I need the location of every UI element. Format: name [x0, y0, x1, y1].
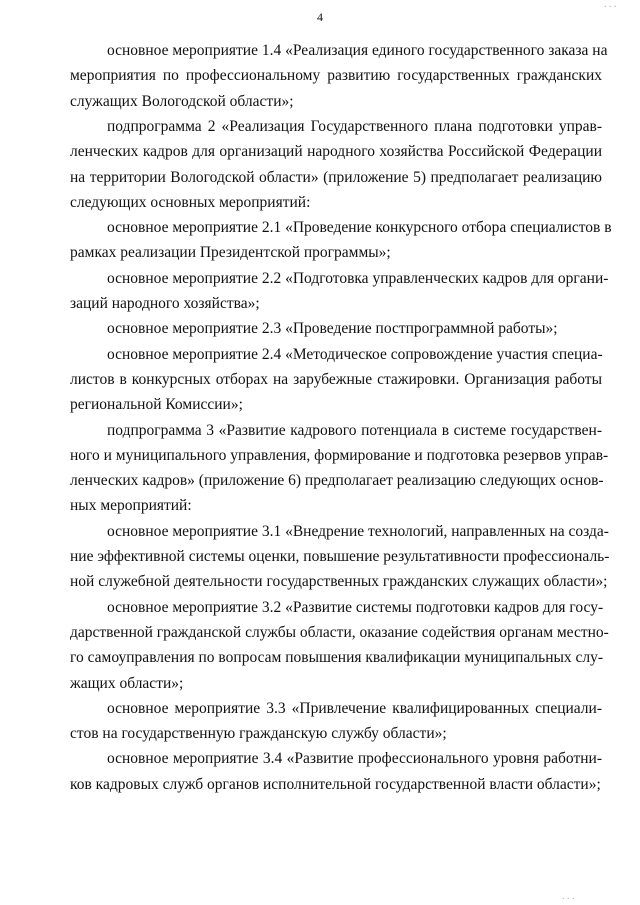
- text-line: ленческих кадров для организаций народного хозяйства Российской Федерации: [70, 143, 602, 160]
- text-line: основное мероприятие 1.4 «Реализация единого государственного заказа на: [107, 42, 608, 59]
- text-line: стов на государственную гражданскую службу области»;: [70, 725, 447, 742]
- text-line: дарственной гражданской службы области, оказание содействия органам местно-: [70, 624, 609, 641]
- text-line: ной служебной деятельности государственных гражданских служащих области»;: [70, 573, 608, 590]
- text-line: ленческих кадров» (приложение 6) предполагает реализацию следующих основ-: [70, 472, 604, 489]
- text-line: мероприятия по профессиональному развитию государственных гражданских: [70, 67, 602, 84]
- text-line: на территории Вологодской области» (приложение 5) предполагает реализацию: [70, 169, 602, 186]
- text-line: ков кадровых служб органов исполнительной государственной власти области»;: [70, 776, 601, 793]
- text-line: основное мероприятие 2.2 «Подготовка управленческих кадров для органи-: [107, 270, 609, 287]
- text-line: следующих основных мероприятий:: [70, 194, 311, 211]
- text-line: ние эффективной системы оценки, повышение результативности профессиональ-: [70, 548, 610, 565]
- text-line: ного и муниципального управления, формирование и подготовка резервов управ-: [70, 447, 609, 464]
- text-line: заций народного хозяйства»;: [70, 295, 260, 312]
- text-line: основное мероприятие 3.1 «Внедрение технологий, направленных на созда-: [107, 523, 609, 540]
- text-line: региональной Комиссии»;: [70, 396, 243, 413]
- text-line: основное мероприятие 2.1 «Проведение конкурсного отбора специалистов в: [107, 219, 612, 236]
- text-line: жащих области»;: [70, 675, 184, 692]
- text-line: основное мероприятие 2.4 «Методическое сопровождение участия специа-: [107, 346, 603, 363]
- text-line: ных мероприятий:: [70, 497, 192, 514]
- text-line: го самоуправления по вопросам повышения квалификации муниципальных слу-: [70, 649, 604, 666]
- text-line: служащих Вологодской области»;: [70, 93, 294, 110]
- text-line: основное мероприятие 2.3 «Проведение постпрограммной работы»;: [107, 320, 558, 337]
- text-line: подпрограмма 3 «Развитие кадрового потенциала в системе государствен-: [107, 422, 602, 439]
- text-line: листов в конкурсных отборах на зарубежные стажировки. Организация работы: [70, 371, 602, 388]
- text-line: рамках реализации Президентской программы»;: [70, 244, 391, 261]
- scan-mark-bottom: . . .: [562, 891, 575, 902]
- text-line: основное мероприятие 3.2 «Развитие системы подготовки кадров для госу-: [107, 599, 604, 616]
- text-line: подпрограмма 2 «Реализация Государственного плана подготовки управ-: [107, 118, 602, 135]
- text-line: основное мероприятие 3.4 «Развитие профессионального уровня работни-: [107, 750, 602, 767]
- scan-mark-top: . . .: [604, 0, 617, 10]
- page-number: 4: [317, 10, 323, 24]
- text-line: основное мероприятие 3.3 «Привлечение квалифицированных специали-: [107, 700, 602, 717]
